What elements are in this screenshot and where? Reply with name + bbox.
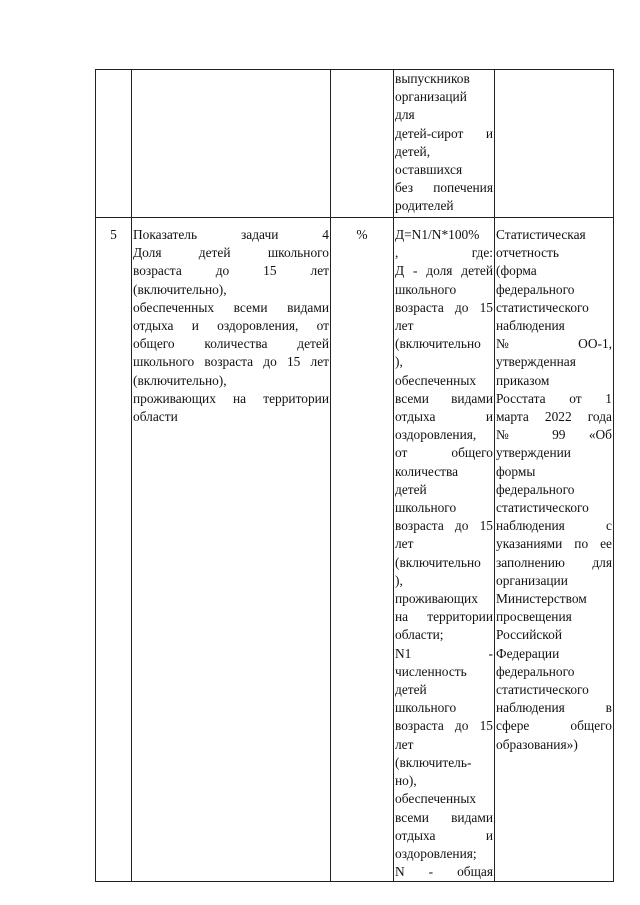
text-line: отдыха и оздоровления, от [133, 318, 329, 334]
text-line: школьного [395, 500, 457, 516]
text-line: без попечения [395, 180, 493, 196]
text-line: школьного [395, 281, 457, 297]
text-line: обеспеченных [395, 791, 477, 807]
calc-lines [395, 226, 493, 881]
row-number-cell [96, 70, 132, 218]
table-row-indicator-5 [96, 218, 614, 882]
text-line: организации [496, 572, 568, 588]
text-line: на территории [395, 609, 493, 625]
text-line: (включительно [395, 554, 481, 570]
text-line: от общего [395, 445, 493, 461]
text-line: организаций [395, 89, 467, 105]
text-line: общего количества детей [133, 336, 329, 352]
text-line: наблюдения с [496, 518, 612, 534]
text-line: образования») [496, 736, 578, 752]
text-line: лет [395, 536, 414, 552]
text-line: Д - доля детей [395, 263, 493, 279]
text-line: федерального [496, 281, 575, 297]
text-line: статистического [496, 682, 589, 698]
text-line: возраста до 15 [395, 518, 493, 534]
text-line: Показатель задачи 4 [133, 227, 329, 242]
text-line: всеми видами [395, 809, 493, 825]
text-line: но), [395, 773, 417, 789]
text-line: утвержденная [496, 354, 576, 370]
text-line: статистического [496, 500, 589, 516]
row-number-cell: 5 [96, 218, 132, 882]
calculation-method-cell [394, 70, 495, 218]
text-line: наблюдения в [496, 700, 612, 716]
text-line: оздоровления, [395, 427, 477, 443]
text-line: количества [395, 463, 459, 479]
calculation-method-cell [394, 218, 495, 882]
text-line: N1 - [395, 645, 493, 661]
data-source-cell [495, 70, 614, 218]
text-line: проживающих [395, 591, 478, 607]
text-line: обеспеченных [395, 372, 477, 388]
text-line: наблюдения [496, 318, 565, 334]
text-line: Статистическая [496, 227, 586, 242]
text-line: заполнению для [496, 554, 612, 570]
text-line: детей-сирот и [395, 125, 493, 141]
indicator-name-cell [132, 218, 331, 882]
text-line: лет [395, 318, 414, 334]
source-lines [496, 226, 612, 754]
text-line: оздоровления; [395, 845, 477, 861]
text-line: области; [395, 627, 444, 643]
text-line: выпускников [395, 71, 470, 86]
unit-cell [331, 70, 394, 218]
text-line: численность [395, 663, 467, 679]
text-line: области [133, 409, 178, 425]
text-line: отдыха и [395, 827, 493, 843]
text-line: (включительно), [133, 372, 227, 388]
text-line: родителей [395, 198, 454, 214]
text-line: школьного [395, 700, 457, 716]
text-line: Доля детей школьного [133, 245, 329, 261]
table-row-continuation [96, 70, 614, 218]
text-line: утверждении [496, 445, 571, 461]
text-line: марта 2022 года [496, 409, 612, 425]
text-line: ), [395, 572, 403, 588]
text-line: (включительно [395, 336, 481, 352]
text-line: проживающих на территории [133, 390, 329, 406]
text-line: формы [496, 463, 536, 479]
text-line: просвещения [496, 609, 572, 625]
text-line: Российской [496, 627, 562, 643]
text-line: указаниями по ее [496, 536, 612, 552]
text-line: Министерством [496, 591, 587, 607]
text-line: статистического [496, 299, 589, 315]
indicator-table [95, 69, 614, 882]
unit-cell: % [331, 218, 394, 882]
calc-lines [395, 70, 493, 216]
text-line: возраста до 15 [395, 718, 493, 734]
indicator-name-cell [132, 70, 331, 218]
text-line: (включительно), [133, 281, 227, 297]
text-line: № ОО-1, [496, 336, 612, 352]
text-line: школьного возраста до 15 лет [133, 354, 329, 370]
text-line: № 99 «Об [496, 427, 612, 443]
text-line: отчетность [496, 245, 559, 261]
text-line: обеспеченных всеми видами [133, 299, 329, 315]
text-line: Росстата от 1 [496, 390, 612, 406]
text-line: (форма [496, 263, 537, 279]
text-line: для [395, 107, 415, 123]
text-line: , где: [395, 245, 493, 261]
text-line: детей, [395, 143, 431, 159]
text-line: N - общая [395, 864, 493, 880]
indicator-name-lines [133, 226, 329, 426]
text-line: федерального [496, 481, 575, 497]
text-line: возраста до 15 [395, 299, 493, 315]
text-line: всеми видами [395, 390, 493, 406]
text-line: отдыха и [395, 409, 493, 425]
text-line: федерального [496, 663, 575, 679]
text-line: оставшихся [395, 162, 463, 178]
text-line: сфере общего [496, 718, 612, 734]
data-source-cell [495, 218, 614, 882]
text-line: ), [395, 354, 403, 370]
text-line: (включитель- [395, 754, 472, 770]
text-line: лет [395, 736, 414, 752]
text-line: возраста до 15 лет [133, 263, 329, 279]
text-line: Федерации [496, 645, 560, 661]
text-line: детей [395, 682, 427, 698]
text-line: детей [395, 481, 427, 497]
text-line: приказом [496, 372, 550, 388]
text-line: Д=N1/N*100% [395, 227, 480, 242]
